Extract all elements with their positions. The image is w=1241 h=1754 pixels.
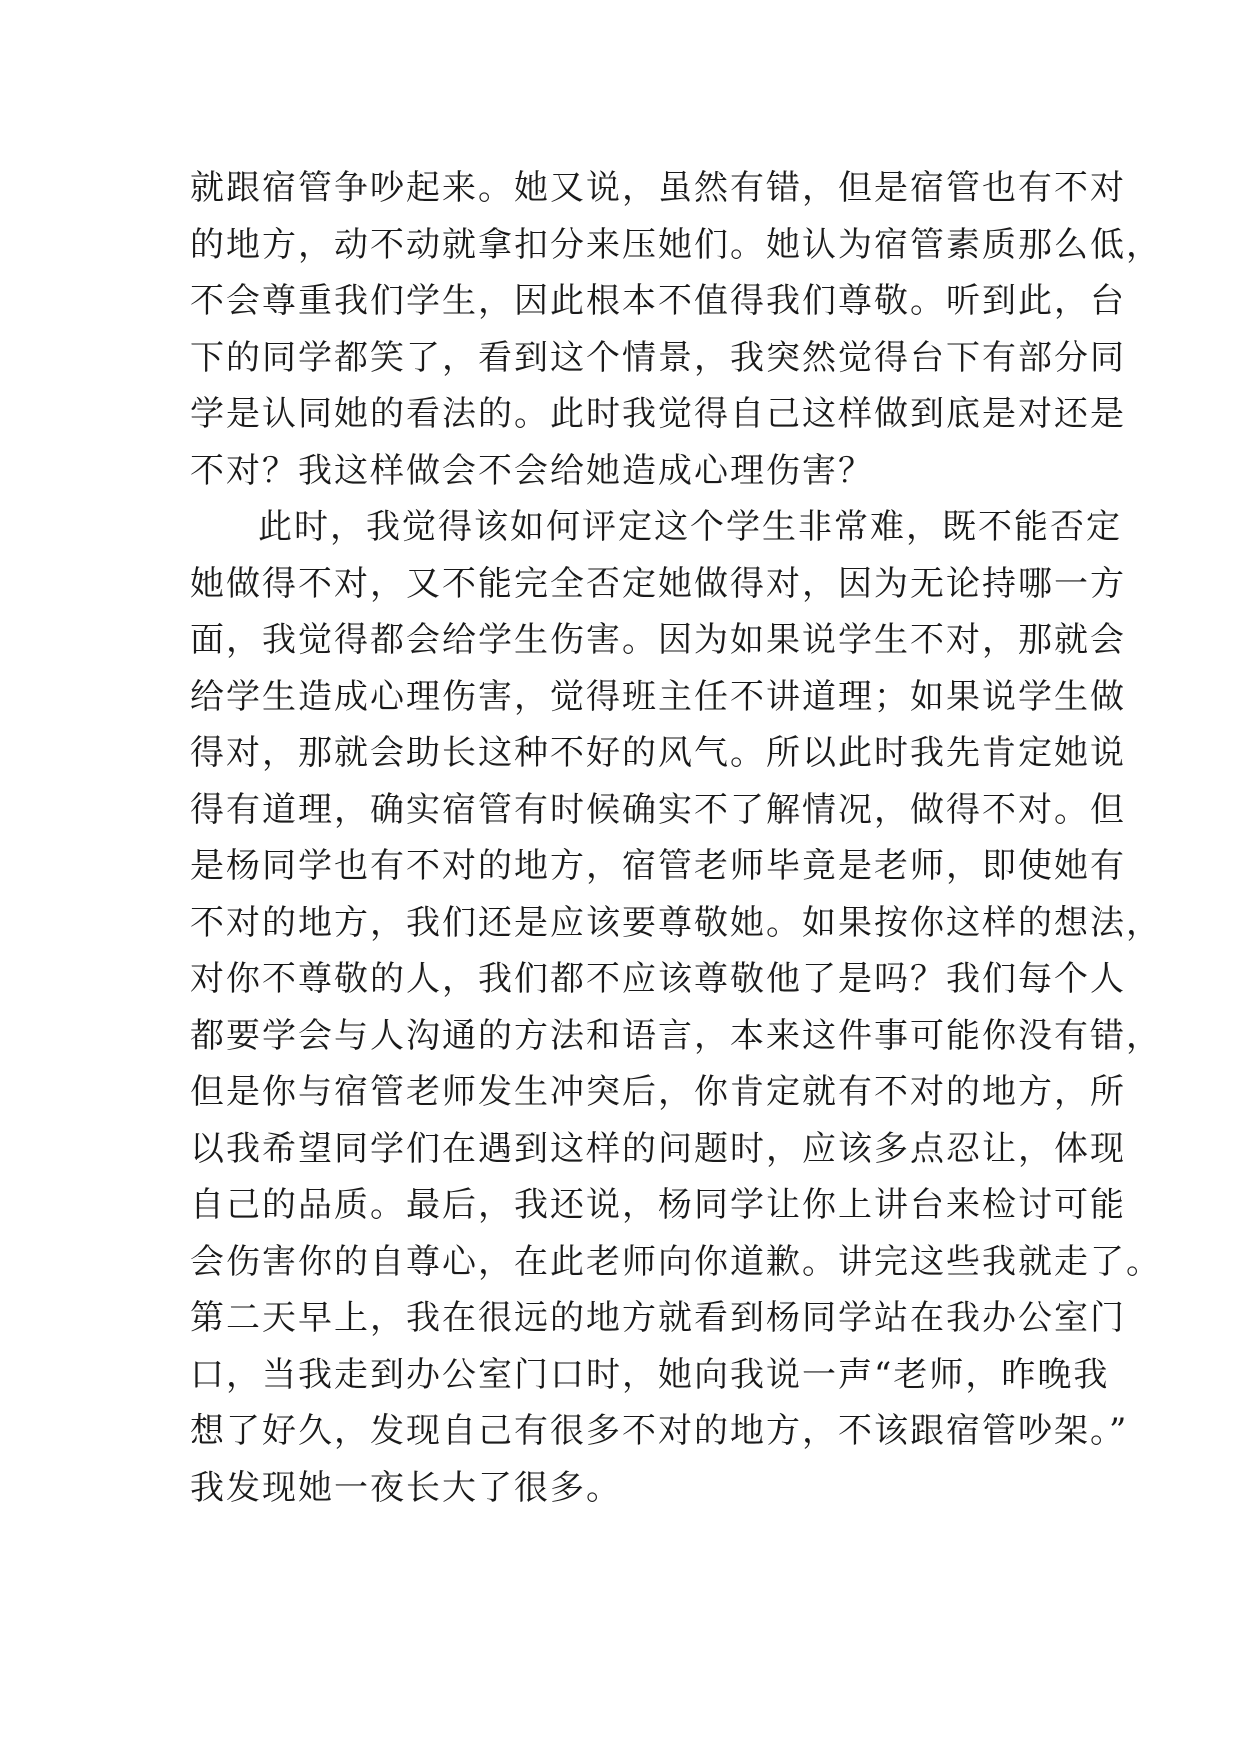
text-line: 就跟宿管争吵起来。她又说，虽然有错，但是宿管也有不对 <box>190 168 1126 208</box>
text-line: 学是认同她的看法的。此时我觉得自己这样做到底是对还是 <box>190 394 1126 434</box>
text-line: 会伤害你的自尊心，在此老师向你道歉。讲完这些我就走了。 <box>190 1241 1162 1282</box>
text-line: 不对的地方，我们还是应该要尊敬她。如果按你这样的想法， <box>190 902 1162 943</box>
text-line: 得有道理，确实宿管有时候确实不了解情况，做得不对。但 <box>190 789 1126 830</box>
paragraph-first-line: 此时，我觉得该如何评定这个学生非常难，既不能否定 <box>258 507 1122 547</box>
text-line: 以我希望同学们在遇到这样的问题时，应该多点忍让，体现 <box>190 1128 1126 1169</box>
text-line: 都要学会与人沟通的方法和语言，本来这件事可能你没有错， <box>190 1015 1162 1056</box>
text-line: 不会尊重我们学生，因此根本不值得我们尊敬。听到此，台 <box>190 281 1126 321</box>
text-line: 口，当我走到办公室门口时，她向我说一声“老师，昨晚我 <box>190 1354 1110 1395</box>
text-line: 给学生造成心理伤害，觉得班主任不讲道理；如果说学生做 <box>190 676 1126 717</box>
text-line: 我发现她一夜长大了很多。 <box>190 1467 622 1508</box>
text-line: 得对，那就会助长这种不好的风气。所以此时我先肯定她说 <box>190 733 1126 773</box>
text-line: 想了好久，发现自己有很多不对的地方，不该跟宿管吵架。” <box>190 1411 1129 1451</box>
text-line: 下的同学都笑了，看到这个情景，我突然觉得台下有部分同 <box>190 337 1126 378</box>
text-line: 不对？我这样做会不会给她造成心理伤害？ <box>190 450 874 491</box>
body-text <box>190 160 1162 1516</box>
text-line: 对你不尊敬的人，我们都不应该尊敬他了是吗？我们每个人 <box>190 959 1126 999</box>
text-line: 但是你与宿管老师发生冲突后，你肯定就有不对的地方，所 <box>190 1072 1126 1112</box>
text-line: 面，我觉得都会给学生伤害。因为如果说学生不对，那就会 <box>190 620 1126 660</box>
text-line: 的地方，动不动就拿扣分来压她们。她认为宿管素质那么低， <box>190 224 1162 265</box>
text-line: 自己的品质。最后，我还说，杨同学让你上讲台来检讨可能 <box>190 1185 1126 1225</box>
text-line: 她做得不对，又不能完全否定她做得对，因为无论持哪一方 <box>190 563 1126 604</box>
text-line: 是杨同学也有不对的地方，宿管老师毕竟是老师，即使她有 <box>190 846 1126 886</box>
text-line: 第二天早上，我在很远的地方就看到杨同学站在我办公室门 <box>190 1298 1126 1338</box>
